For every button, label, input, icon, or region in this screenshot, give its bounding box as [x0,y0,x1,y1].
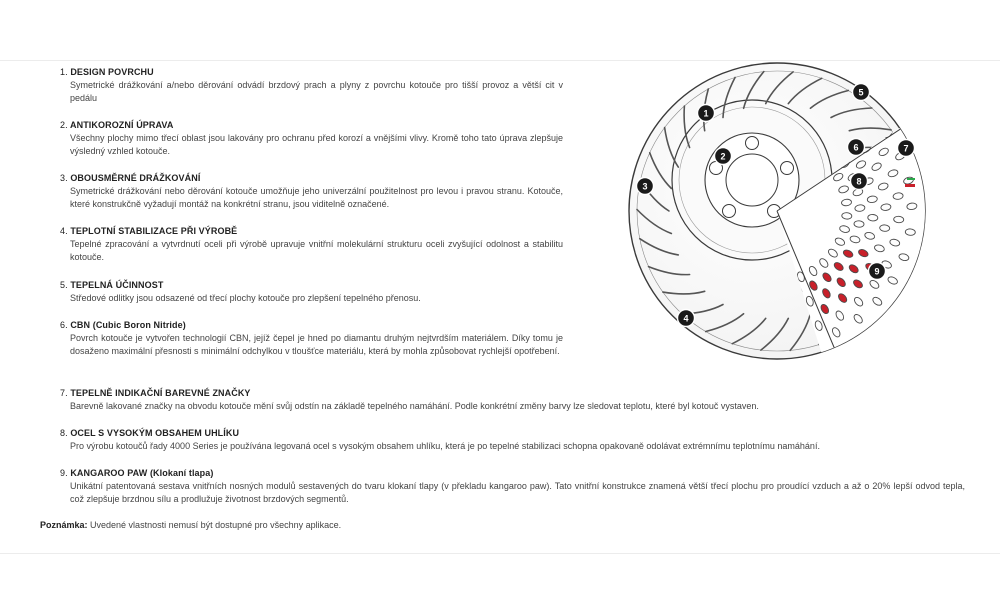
feature-title: OCEL S VYSOKÝM OBSAHEM UHLÍKU [70,428,240,438]
feature-text: Pro výrobu kotoučů řady 4000 Series je používána legovaná ocel s vysokým obsahem uhlíku, která je po tepelné stabilizaci schopna opakovaně odolávat extrémnímu teplotnímu namáhání. [70,441,820,451]
callout-7 [898,140,915,157]
feature-number: 8. [60,428,68,438]
svg-text:3: 3 [642,181,648,192]
feature-item-9 [60,467,965,506]
svg-text:8: 8 [856,176,862,187]
feature-number: 3. [60,173,68,183]
feature-number: 6. [60,320,68,330]
feature-text: Symetrické drážkování nebo děrování kotouče umožňuje jeho univerzální použitelnost pro levou i pravou stranu. Kotouče, které konstrukčně vyžadují montáž na konkrétní stranu, jsou viditelně označené. [70,186,563,209]
feature-item-3 [60,172,563,211]
paw-vane [893,216,903,223]
feature-title: CBN (Cubic Boron Nitride) [70,320,186,330]
feature-text: Tepelné zpracování a vytvrdnutí oceli při výrobě upravuje vnitřní molekulární strukturu oceli zvyšující odolnost a stabilitu kotouče. [70,239,563,262]
feature-number: 4. [60,226,68,236]
svg-text:5: 5 [858,87,864,98]
feature-number: 9. [60,468,68,478]
callout-3 [637,178,654,195]
callout-2 [715,148,732,165]
feature-title: OBOUSMĚRNÉ DRÁŽKOVÁNÍ [70,173,201,183]
feature-item-8 [60,427,965,453]
callout-5 [853,84,870,101]
feature-item-7 [60,387,965,413]
feature-title: TEPELNÁ ÚČINNOST [70,280,164,290]
feature-item-6 [60,319,563,358]
feature-text: Všechny plochy mimo třecí oblast jsou lakovány pro ochranu před korozí a vnějšími vlivy. Kromě toho tato úprava zlepšuje výsledný vzhled kotouče. [70,133,563,156]
feature-text: Středové odlitky jsou odsazené od třecí plochy kotouče pro zlepšení tepelného přenosu. [70,293,421,303]
feature-item-2 [60,119,563,158]
paw-vane [879,225,889,232]
svg-text:9: 9 [874,266,880,277]
svg-text:1: 1 [703,108,709,119]
callout-8 [851,173,868,190]
feature-item-4 [60,225,563,264]
svg-text:4: 4 [683,313,689,324]
paw-vane [854,220,864,227]
feature-title: ANTIKOROZNÍ ÚPRAVA [70,120,174,130]
footnote-text: Uvedené vlastnosti nemusí být dostupné pro všechny aplikace. [90,520,342,530]
feature-title: KANGAROO PAW (Klokaní tlapa) [70,468,214,478]
feature-title: TEPLOTNÍ STABILIZACE PŘI VÝROBĚ [70,226,238,236]
footnote [40,519,341,532]
svg-text:6: 6 [853,142,859,153]
feature-item-5 [60,279,563,305]
callout-6 [848,139,865,156]
callout-9 [869,263,886,280]
feature-title: TEPELNĚ INDIKAČNÍ BAREVNÉ ZNAČKY [70,388,251,398]
feature-text: Unikátní patentovaná sestava vnitřních nosných modulů sestavených do tvaru klokaní tlapy (v překladu kangaroo paw). Tato vnitřní konstrukce znamená větší třecí plochu pro proudící vzduch a až o 20% lepší odvod tepla, což zlepšuje brzdnou sílu a prodlužuje životnost brzdových segmentů. [70,481,965,504]
feature-number: 2. [60,120,68,130]
page-bottom-edge [0,553,1000,554]
feature-text: Symetrické drážkování a/nebo děrování odvádí brzdový prach a plyny z povrchu kotouče pro tišší provoz a větší cit v pedálu [70,80,563,103]
feature-number: 1. [60,67,68,77]
svg-text:7: 7 [903,143,909,154]
feature-text: Povrch kotouče je vytvořen technologií CBN, jejíž čepel je hned po diamantu druhým nejtvrdším materiálem. Díky tomu je dosaženo maximální přesnosti s minimální odchylkou v tloušťce materiálu, která by mohla způsobovat rychlejší opotřebení. [70,333,563,356]
feature-text: Barevně lakované značky na obvodu kotouče mění svůj odstín na základě tepelného namáhání. Podle konkrétní změny barvy lze sledovat teplotu, které byl kotouč vystaven. [70,401,759,411]
callout-1 [698,105,715,122]
footnote-label: Poznámka: [40,520,88,530]
callout-4 [678,310,695,327]
feature-number: 5. [60,280,68,290]
paw-vane [868,214,878,221]
paw-vane [905,229,915,236]
feature-number: 7. [60,388,68,398]
paw-vane [842,212,852,219]
feature-item-1 [60,66,563,105]
svg-text:2: 2 [720,151,726,162]
feature-title: DESIGN POVRCHU [70,67,154,77]
brake-disc-diagram [600,60,1000,380]
